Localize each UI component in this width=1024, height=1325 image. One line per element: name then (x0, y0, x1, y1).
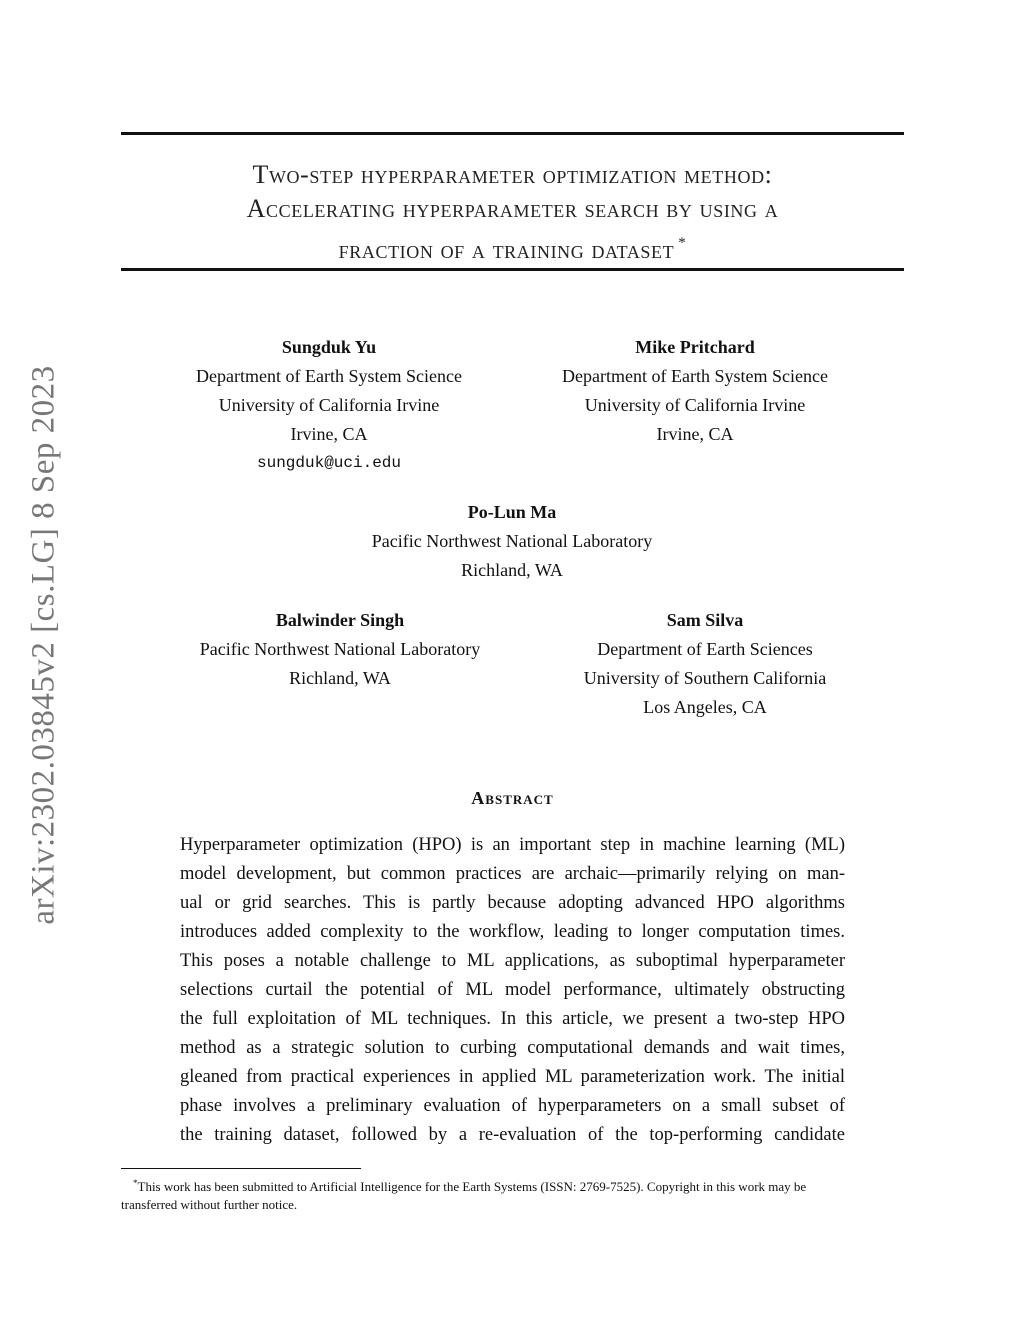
author-affiliation: University of California Irvine (584, 395, 806, 415)
arxiv-identifier: arXiv:2302.03845v2 [cs.LG] 8 Sep 2023 (25, 365, 62, 925)
author-block-3 (312, 498, 712, 585)
abstract-line: gleaned from practical experiences in applied ML parameterization work. The initial (180, 1067, 845, 1087)
author-name: Po-Lun Ma (467, 502, 557, 522)
abstract-line: ual or grid searches. This is partly because adopting advanced HPO algorithms (180, 893, 845, 913)
author-affiliation: Irvine, CA (290, 424, 368, 444)
title-line-3: fraction of a training dataset * (338, 235, 687, 264)
author-affiliation: Richland, WA (461, 560, 563, 580)
author-affiliation: University of Southern California (583, 668, 827, 688)
author-block-5 (545, 606, 865, 722)
author-affiliation: Pacific Northwest National Laboratory (199, 639, 481, 659)
title-bottom-rule (121, 268, 904, 271)
abstract-line: introduces added complexity to the workflow, leading to longer computation times. (180, 922, 845, 942)
abstract-line: selections curtail the potential of ML model performance, ultimately obstructing (180, 980, 845, 1000)
abstract-line: method as a strategic solution to curbing computational demands and wait times, (180, 1038, 845, 1058)
footnote-rule (121, 1168, 361, 1169)
author-affiliation: Department of Earth System Science (196, 366, 462, 386)
abstract-body (180, 831, 845, 1150)
author-affiliation: Pacific Northwest National Laboratory (371, 531, 653, 551)
author-name: Balwinder Singh (275, 610, 405, 630)
author-affiliation: Department of Earth System Science (562, 366, 828, 386)
author-affiliation: Richland, WA (289, 668, 391, 688)
footnote (121, 1174, 911, 1214)
footnote-marker: * (133, 1178, 138, 1188)
author-affiliation: Irvine, CA (656, 424, 734, 444)
author-name: Mike Pritchard (635, 337, 755, 357)
footnote-line-1: *This work has been submitted to Artificial Intelligence for the Earth Systems (ISSN: 2769-7525). Copyright in this work may be (133, 1178, 807, 1194)
author-email[interactable]: sungduk@uci.edu (256, 454, 402, 472)
footnote-line-2: transferred without further notice. (121, 1197, 298, 1212)
title-line-2: Accelerating hyperparameter search by using a (246, 194, 779, 223)
title-line-1: Two-step hyperparameter optimization method: (252, 160, 773, 189)
author-name: Sam Silva (666, 610, 744, 630)
abstract-line: the full exploitation of ML techniques. In this article, we present a two-step HPO (180, 1009, 845, 1029)
title-footnote-marker[interactable]: * (678, 235, 687, 251)
abstract-line: the training dataset, followed by a re-evaluation of the top-performing candidate (180, 1125, 845, 1145)
author-block-2 (536, 333, 854, 449)
author-affiliation: Los Angeles, CA (643, 697, 767, 717)
abstract-line: model development, but common practices are archaic—primarily relying on man- (180, 864, 845, 884)
abstract-heading: Abstract (471, 788, 554, 808)
paper-title (121, 158, 904, 267)
title-top-rule (121, 132, 904, 135)
abstract-line: phase involves a preliminary evaluation of hyperparameters on a small subset of (180, 1096, 845, 1116)
author-affiliation: University of California Irvine (218, 395, 440, 415)
abstract-line: This poses a notable challenge to ML applications, as suboptimal hyperparameter (180, 951, 845, 971)
author-affiliation: Department of Earth Sciences (597, 639, 813, 659)
author-name: Sungduk Yu (281, 337, 377, 357)
author-block-1 (170, 333, 488, 478)
abstract-line: Hyperparameter optimization (HPO) is an important step in machine learning (ML) (180, 835, 845, 855)
author-block-4 (170, 606, 510, 693)
